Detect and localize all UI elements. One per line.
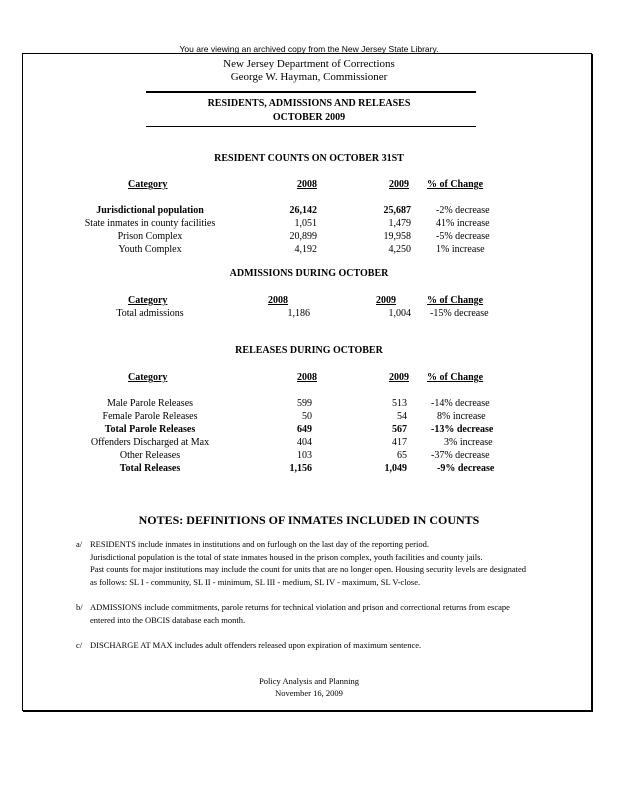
- table-row-2009: 19,958: [383, 231, 411, 242]
- table-row-category: Other Releases: [119, 450, 181, 461]
- footer-office: Policy Analysis and Planning: [259, 676, 359, 686]
- table-row-pct: 3% increase: [444, 437, 493, 448]
- table-row-category: Prison Complex: [117, 231, 183, 242]
- table-row-2009: 1,049: [384, 463, 407, 474]
- table-row-2008: 26,142: [289, 205, 317, 216]
- col-2008: 2008: [268, 295, 288, 306]
- footer-date: November 16, 2009: [275, 688, 343, 698]
- col-pct-change: % of Change: [427, 372, 484, 383]
- note-a-line: Past counts for major institutions may include the count for units that are no longer open. Housing security levels are designated: [90, 564, 526, 574]
- table-row-pct: -13% decrease: [431, 424, 494, 435]
- table-row-pct: -14% decrease: [431, 398, 490, 409]
- table-row-2009: 1,004: [388, 308, 411, 319]
- table-row-category: State inmates in county facilities: [84, 218, 216, 229]
- note-b-line: ADMISSIONS include commitments, parole returns for technical violation and prison and correctional returns from escape: [90, 602, 510, 612]
- table-row-2008: 50: [302, 411, 312, 422]
- title-rule-bottom: [146, 126, 476, 127]
- table-row-pct: -15% decrease: [430, 308, 489, 319]
- table-row-pct: -5% decrease: [436, 231, 490, 242]
- col-pct-change: % of Change: [427, 179, 484, 190]
- table-row-pct: 1% increase: [436, 244, 485, 255]
- col-2009: 2009: [376, 295, 396, 306]
- note-c: [76, 639, 421, 652]
- col-2009: 2009: [389, 179, 409, 190]
- table-row-category: Offenders Discharged at Max: [90, 437, 210, 448]
- table-row-2008: 4,192: [294, 244, 317, 255]
- note-a-line: Jurisdictional population is the total of state inmates housed in the prison complex, youth facilities and county jails.: [90, 551, 483, 562]
- table-row-pct: -9% decrease: [437, 463, 495, 474]
- table-row-2008: 649: [297, 424, 312, 435]
- table-row-2009: 513: [392, 398, 407, 409]
- col-pct-change: % of Change: [427, 295, 484, 306]
- table-row-category: Male Parole Releases: [106, 398, 194, 409]
- department-name: New Jersey Department of Corrections: [223, 58, 395, 70]
- table-row-category: Total admissions: [116, 308, 184, 319]
- table-row-pct: -2% decrease: [436, 205, 490, 216]
- table-row-category: Total Releases: [119, 463, 181, 474]
- note-c-line: DISCHARGE AT MAX includes adult offenders released upon expiration of maximum sentence.: [90, 640, 422, 650]
- residents-heading: RESIDENT COUNTS ON OCTOBER 31ST: [214, 153, 404, 164]
- releases-heading: RELEASES DURING OCTOBER: [235, 345, 383, 356]
- table-row-2009: 567: [392, 424, 407, 435]
- note-c-label: c/: [76, 640, 83, 650]
- col-category: Category: [128, 179, 168, 190]
- note-b-line: entered into the OBCIS database each month.: [90, 614, 246, 625]
- archive-banner: You are viewing an archived copy from the New Jersey State Library.: [179, 44, 439, 54]
- note-a-label: a/: [76, 539, 83, 549]
- table-row-2008: 404: [297, 437, 312, 448]
- col-category: Category: [128, 295, 168, 306]
- table-row-pct: 8% increase: [437, 411, 486, 422]
- col-2008: 2008: [297, 179, 317, 190]
- notes-title: NOTES: DEFINITIONS OF INMATES INCLUDED IN COUNTS: [138, 513, 480, 527]
- table-row-2008: 20,899: [289, 231, 317, 242]
- admissions-heading: ADMISSIONS DURING OCTOBER: [229, 268, 389, 279]
- table-row-category: Female Parole Releases: [102, 411, 198, 422]
- title-rule-top: [146, 91, 476, 93]
- table-row-2008: 1,051: [294, 218, 317, 229]
- note-a: [76, 538, 526, 588]
- note-b: [76, 601, 510, 626]
- note-a-line: as follows: SL I - community, SL II - minimum, SL III - medium, SL IV - maximum, SL V-close.: [90, 576, 421, 587]
- commissioner-name: George W. Hayman, Commissioner: [230, 71, 388, 83]
- table-row-category: Total Parole Releases: [104, 424, 196, 435]
- table-row-category: Jurisdictional population: [96, 205, 204, 216]
- table-row-2009: 417: [392, 437, 407, 448]
- table-row-2009: 4,250: [388, 244, 411, 255]
- note-a-line: RESIDENTS include inmates in institutions and on furlough on the last day of the reporting period.: [90, 539, 430, 549]
- note-b-label: b/: [76, 602, 83, 612]
- table-row-2008: 599: [297, 398, 312, 409]
- table-row-2009: 65: [397, 450, 407, 461]
- table-row-2008: 1,156: [289, 463, 312, 474]
- table-row-2008: 103: [297, 450, 312, 461]
- table-row-pct: 41% increase: [436, 218, 490, 229]
- table-row-category: Youth Complex: [118, 244, 182, 255]
- col-2009: 2009: [389, 372, 409, 383]
- col-category: Category: [128, 372, 168, 383]
- table-row-2009: 1,479: [388, 218, 411, 229]
- table-row-2009: 25,687: [383, 205, 411, 216]
- col-2008: 2008: [297, 372, 317, 383]
- report-month: OCTOBER 2009: [272, 112, 346, 123]
- report-title: RESIDENTS, ADMISSIONS AND RELEASES: [207, 98, 411, 109]
- table-row-2009: 54: [397, 411, 407, 422]
- table-row-pct: -37% decrease: [431, 450, 490, 461]
- table-row-2008: 1,186: [287, 308, 310, 319]
